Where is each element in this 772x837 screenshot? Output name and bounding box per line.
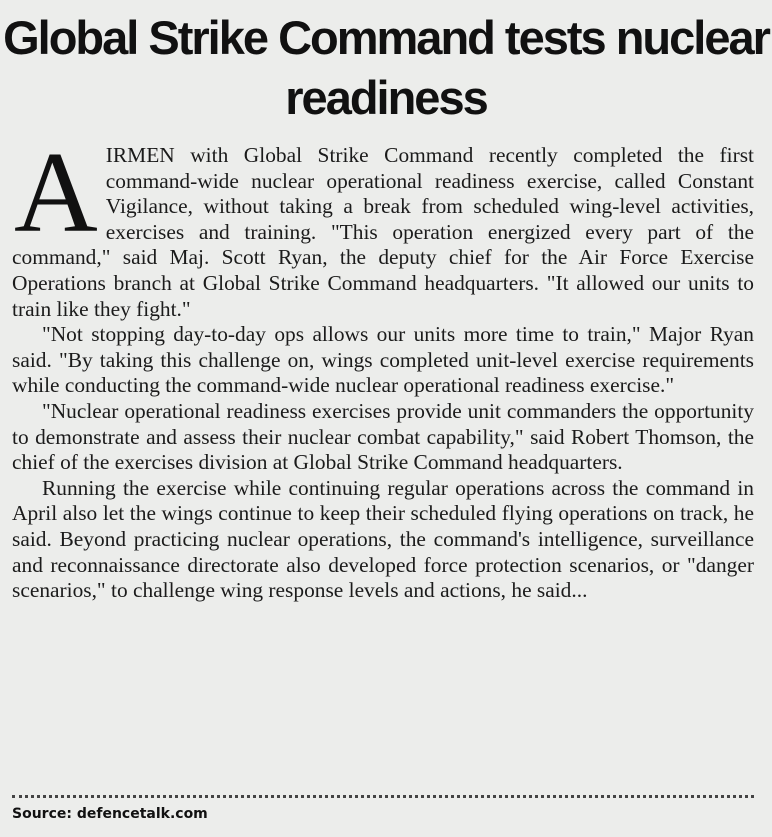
article-paragraph-1: [12, 129, 754, 322]
source-credit: Source: defencetalk.com: [12, 806, 208, 822]
article-paragraph-2: "Not stopping day-to-day ops allows our units more time to train," Major Ryan said. "By taking this challenge on, wings completed unit-level exercise requirements while conducting the command-wide nuclear operational readiness exercise.": [12, 322, 754, 398]
headline: Global Strike Command tests nuclear readiness: [3, 11, 769, 124]
article-paragraph-3: "Nuclear operational readiness exercises provide unit commanders the opportunity to demonstrate and assess their nuclear combat capability," said Robert Thomson, the chief of the exercises division at Global Strike Command headquarters.: [12, 398, 754, 475]
article-paragraph-1-text: IRMEN with Global Strike Command recently completed the first command-wide nuclear operational readiness exercise, called Constant Vigilance, without taking a break from scheduled wing-level activities, exercises and training. "This operation energized every part of the command," said Maj. Scott Ryan, the deputy chief for the Air Force Exercise Operations branch at Global Strike Command headquarters. "It allowed our units to train like they fight.": [12, 143, 754, 321]
article-paragraph-4: Running the exercise while continuing regular operations across the command in April also let the wings continue to keep their scheduled flying operations on track, he said. Beyond practicing nuclear operations, the command's intelligence, surveillance and reconnaissance directorate also developed force protection scenarios, or "danger scenarios," to challenge wing response levels and actions, he said...: [12, 475, 754, 603]
article-body: [12, 129, 754, 604]
drop-cap: A: [14, 129, 98, 257]
dotted-divider: [12, 795, 754, 798]
